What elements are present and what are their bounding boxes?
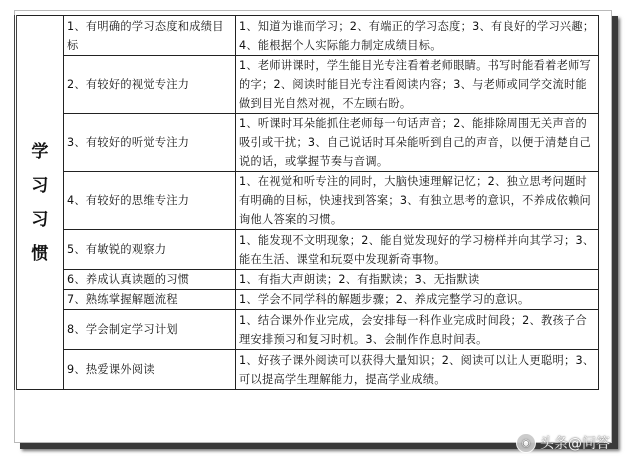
- habit-description: 1、学会不同学科的解题步骤；2、养成完整学习的意识。: [236, 290, 599, 310]
- habit-item: 2、有较好的视觉专注力: [64, 56, 236, 114]
- category-char: 惯: [31, 243, 49, 264]
- habit-item: 1、有明确的学习态度和成绩目标: [64, 16, 236, 56]
- habit-description: 1、知道为谁而学习；2、有端正的学习态度；3、有良好的学习兴趣；4、能根据个人实际能力制定成绩目标。: [236, 16, 599, 56]
- category-char: 习: [31, 209, 49, 230]
- table-row: [16, 350, 599, 390]
- table-row: [16, 114, 599, 172]
- habit-item: 3、有较好的听觉专注力: [64, 114, 236, 172]
- table-row: [16, 172, 599, 230]
- category-char: 学: [31, 141, 49, 162]
- habit-description: 1、在视觉和听专注的同时，大脑快速理解记忆；2、独立思考问题时有明确的目标，快速找到答案；3、有独立思考的意识，不养成依赖问询他人答案的习惯。: [236, 172, 599, 230]
- habit-description: 1、结合课外作业完成，会安排每一科作业完成时间段；2、教孩子合理安排预习和复习时机。3、会制作作息时间表。: [236, 310, 599, 350]
- habit-description: 1、能发现不文明现象；2、能自觉发现好的学习榜样并向其学习；3、能在生活、课堂和玩耍中发现新奇事物。: [236, 230, 599, 270]
- category-cell: [16, 16, 64, 390]
- camera-icon: ◉: [516, 433, 536, 453]
- table-row: [16, 310, 599, 350]
- habit-description: 1、听课时耳朵能抓住老师每一句话声音；2、能排除周围无关声音的吸引或干扰；3、自己说话时耳朵能听到自己的声音，以便于清楚自己说的话，或掌握节奏与音调。: [236, 114, 599, 172]
- study-habits-table: [14, 15, 599, 390]
- habit-item: 5、有敏锐的观察力: [64, 230, 236, 270]
- habit-item: 4、有较好的思维专注力: [64, 172, 236, 230]
- table-row: [16, 270, 599, 290]
- habit-item: 7、熟练掌握解题流程: [64, 290, 236, 310]
- habit-item: 9、热爱课外阅读: [64, 350, 236, 390]
- habit-description: 1、老师讲课时，学生能目光专注看着老师眼睛。书写时能看着老师写的字；2、阅读时能目光专注看阅读内容；3、与老师或同学交流时能做到目光自然对视，不左顾右盼。: [236, 56, 599, 114]
- watermark-text: 头条@问答: [540, 436, 610, 452]
- table-row: [16, 56, 599, 114]
- habit-item: 8、学会制定学习计划: [64, 310, 236, 350]
- category-char: 习: [31, 175, 49, 196]
- table-row: [16, 16, 599, 56]
- table-row: [16, 290, 599, 310]
- habit-description: 1、有指大声朗读；2、有指默读；3、无指默读: [236, 270, 599, 290]
- habit-item: 6、养成认真读题的习惯: [64, 270, 236, 290]
- watermark: [516, 433, 610, 453]
- table-row: [16, 230, 599, 270]
- habit-description: 1、好孩子课外阅读可以获得大量知识；2、阅读可以让人更聪明；3、可以提高学生理解能力，提高学业成绩。: [236, 350, 599, 390]
